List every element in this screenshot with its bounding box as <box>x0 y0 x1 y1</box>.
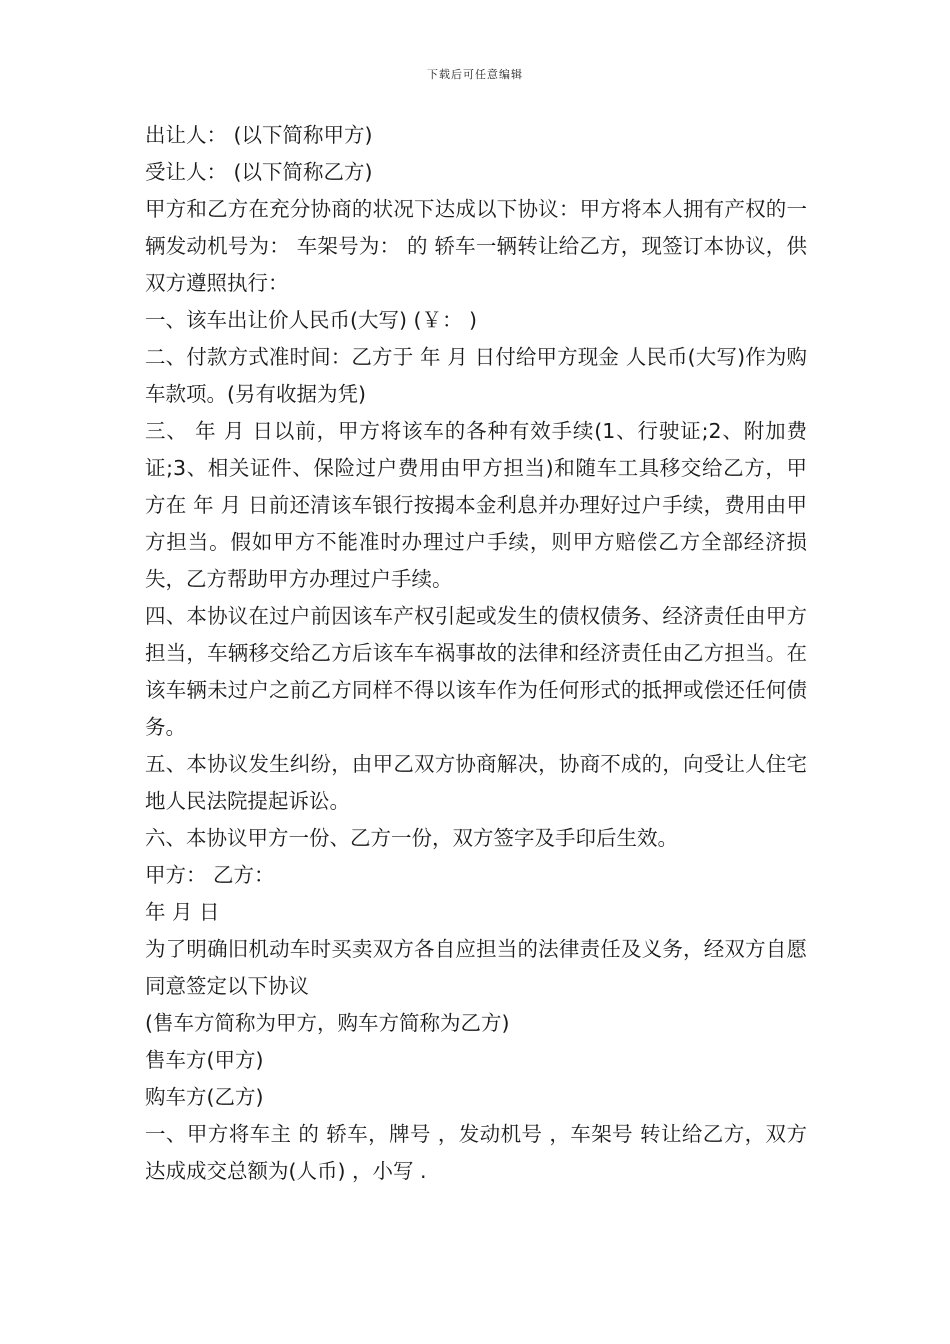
paragraph-clause-1-price: 一、该车出让价人民币(大写) (￥： ) <box>145 308 478 332</box>
page-header: 下载后可任意编辑 <box>427 68 523 81</box>
paragraph-transferee: 受让人： (以下简称乙方) <box>145 160 373 184</box>
paragraph-seller: 售车方(甲方) <box>145 1048 264 1072</box>
paragraph-clause-4-liability: 四、本协议在过户前因该车产权引起或发生的债权债务、经济责任由甲方担当，车辆移交给乙方后该车车祸事故的法律和经济责任由乙方担当。在该车辆未过户之前乙方同样不得以该车作为任何形式的抵押或偿还任何债务。 <box>145 604 807 739</box>
paragraph-agreement-intro: 甲方和乙方在充分协商的状况下达成以下协议：甲方将本人拥有产权的一辆发动机号为： 车架号为： 的 轿车一辆转让给乙方，现签订本协议，供双方遵照执行： <box>145 197 807 295</box>
document-body <box>145 117 807 1190</box>
paragraph-clause-2-payment: 二、付款方式准时间：乙方于 年 月 日付给甲方现金 人民币(大写)作为购车款项。(另有收据为凭) <box>145 345 807 406</box>
paragraph-buyer: 购车方(乙方) <box>145 1085 264 1109</box>
paragraph-second-clause-1: 一、甲方将车主 的 轿车，牌号 ，发动机号 ，车架号 转让给乙方，双方达成成交总额为(人币) ，小写 . <box>145 1122 807 1183</box>
paragraph-party-abbreviations: (售车方简称为甲方，购车方简称为乙方) <box>145 1011 510 1035</box>
paragraph-clause-3-documents: 三、 年 月 日以前，甲方将该车的各种有效手续(1、行驶证;2、附加费证;3、相关证件、保险过户费用由甲方担当)和随车工具移交给乙方，甲方在 年 月 日前还清该车银行按揭本金利息并办理好过户手续，费用由甲方担当。假如甲方不能准时办理过户手续，则甲方赔偿乙方全部经济损失，乙方帮助甲方办理过户手续。 <box>145 419 807 591</box>
paragraph-signature-date: 年 月 日 <box>145 900 220 924</box>
paragraph-signature-parties: 甲方： 乙方： <box>145 863 275 887</box>
paragraph-clause-5-dispute: 五、本协议发生纠纷，由甲乙双方协商解决，协商不成的，向受让人住宅地人民法院提起诉讼。 <box>145 752 807 813</box>
paragraph-second-agreement-intro: 为了明确旧机动车时买卖双方各自应担当的法律责任及义务，经双方自愿同意签定以下协议 <box>145 937 807 998</box>
paragraph-clause-6-copies: 六、本协议甲方一份、乙方一份，双方签字及手印后生效。 <box>145 826 678 850</box>
paragraph-transferor: 出让人： (以下简称甲方) <box>145 123 373 147</box>
